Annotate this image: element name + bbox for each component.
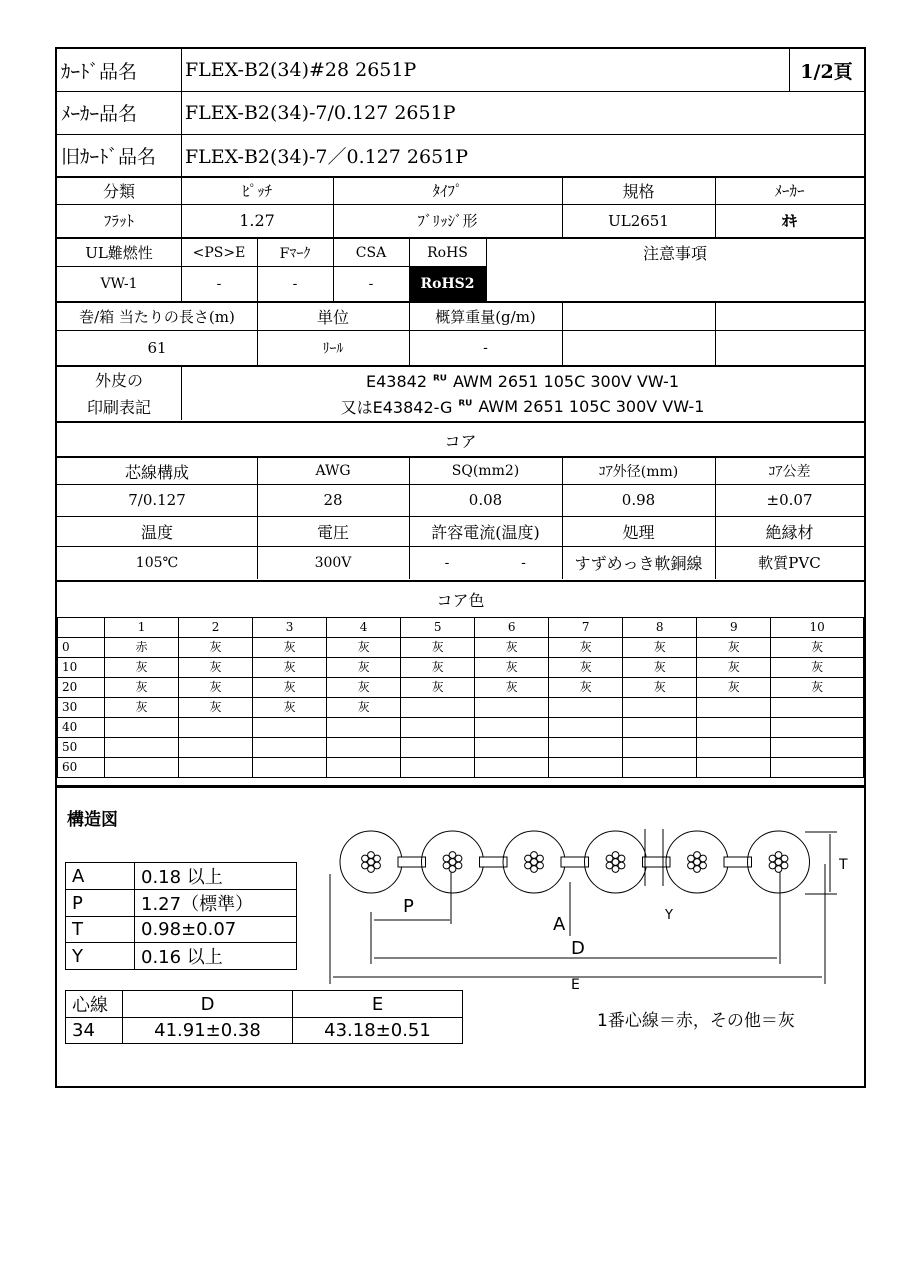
color-cell: 灰 (253, 698, 327, 718)
color-row (58, 758, 864, 778)
color-cell (697, 738, 771, 758)
conductor-insulation (503, 831, 565, 893)
core-voltage-header: 電圧 (316, 522, 349, 542)
maker-name-label: ﾒｰｶｰ品名 (61, 103, 138, 125)
color-cell (771, 758, 864, 778)
e-label: E (571, 977, 580, 989)
color-cell: 灰 (623, 658, 697, 678)
color-col-header: 7 (549, 618, 623, 638)
spec-maker-value: ｵｷ (781, 212, 797, 230)
color-row (58, 658, 864, 678)
ul-recognized-mark-2: ᴿᵁ (458, 398, 473, 414)
color-cell: 灰 (549, 638, 623, 658)
core-awg-header: AWG (315, 463, 351, 479)
core-tolerance-header: ｺｱ公差 (768, 464, 811, 480)
color-cell (179, 718, 253, 738)
color-col-header: 9 (697, 618, 771, 638)
core-temp-header: 温度 (140, 522, 173, 542)
color-row (58, 638, 864, 658)
spec-maker-header: ﾒｰｶｰ (774, 182, 805, 200)
color-cell (549, 738, 623, 758)
color-cell: 灰 (179, 678, 253, 698)
color-row-label: 0 (58, 638, 105, 658)
old-card-name: FLEX-B2(34)-7／0.127 2651P (185, 145, 469, 168)
spec-unit-value: ﾘｰﾙ (322, 340, 344, 357)
spec-length-header: 巻/箱 当たりの長さ(m) (79, 308, 235, 326)
spec-pitch-header: ﾋﾟｯﾁ (241, 182, 272, 200)
marking-label-line2: 印刷表記 (86, 397, 151, 417)
core-od-header: ｺｱ外径(mm) (598, 464, 679, 480)
color-col-header: 5 (401, 618, 475, 638)
conductor-strand (769, 862, 776, 869)
color-cell (327, 758, 401, 778)
cable-cross-section-diagram (325, 824, 850, 989)
dimension-table (65, 862, 297, 970)
conductor-strand (374, 855, 381, 862)
conductor-strand (537, 855, 544, 862)
core-color-note: 1番心線＝赤，その他＝灰 (597, 1010, 795, 1031)
spec-weight-header: 概算重量(g/m) (435, 308, 536, 326)
ul-recognized-mark-1: ᴿᵁ (433, 373, 447, 389)
core-insulation-header: 絶縁材 (765, 522, 814, 542)
color-cell (475, 698, 549, 718)
color-cell: 灰 (105, 678, 179, 698)
dimension-row (66, 863, 297, 890)
color-row-label: 20 (58, 678, 105, 698)
size-value-d: 41.91±0.38 (123, 1018, 293, 1044)
spec-standard-header: 規格 (622, 182, 655, 201)
color-cell: 灰 (697, 658, 771, 678)
color-col-header: 10 (771, 618, 864, 638)
conductor-strand (374, 862, 381, 869)
size-header-core: 心線 (66, 991, 123, 1018)
conductor-strand (362, 855, 369, 862)
spec-category-value: ﾌﾗｯﾄ (103, 212, 134, 230)
spec-length-value: 61 (147, 338, 167, 357)
conductor-insulation (748, 831, 810, 893)
dimension-row (66, 943, 297, 970)
color-row (58, 678, 864, 698)
spec-sheet (55, 47, 866, 1088)
color-cell: 灰 (179, 698, 253, 718)
card-name-label: ｶｰﾄﾞ品名 (61, 60, 138, 83)
spec-type-value: ﾌﾞﾘｯｼﾞ形 (417, 212, 478, 230)
conductor-strand (455, 855, 462, 862)
core-treatment-value: すずめっき軟銅線 (574, 554, 703, 573)
color-col-header: 4 (327, 618, 401, 638)
conductor-strand (443, 855, 450, 862)
color-cell (105, 758, 179, 778)
dimension-row (66, 890, 297, 917)
size-value-core: 34 (66, 1018, 123, 1044)
color-row-label: 40 (58, 718, 105, 738)
color-cell: 灰 (327, 658, 401, 678)
core-awg-value: 28 (323, 491, 343, 509)
color-cell: 赤 (105, 638, 179, 658)
conductor-insulation (340, 831, 402, 893)
color-cell (771, 698, 864, 718)
color-cell (105, 718, 179, 738)
color-cell: 灰 (179, 638, 253, 658)
size-header-e: E (293, 991, 463, 1018)
conductor-strand (525, 855, 532, 862)
spec-type-header: ﾀｲﾌﾟ (432, 182, 463, 200)
spec-f-mark-header: Fﾏｰｸ (279, 245, 311, 262)
y-label: Y (665, 908, 673, 923)
conductor-strand (606, 862, 613, 869)
core-treatment-header: 処理 (622, 522, 655, 542)
color-col-header: 3 (253, 618, 327, 638)
maker-name: FLEX-B2(34)-7/0.127 2651P (185, 101, 456, 124)
color-cell: 灰 (327, 638, 401, 658)
marking-line1-prefix: E43842 (366, 371, 428, 391)
color-cell: 灰 (771, 638, 864, 658)
conductor-strand (688, 855, 695, 862)
dimension-value: 0.16 以上 (135, 943, 297, 970)
conductor-strand (700, 862, 707, 869)
core-current-temp-value: - (521, 554, 526, 571)
spec-ul-flame-header: UL難燃性 (85, 244, 153, 262)
color-cell (327, 718, 401, 738)
spec-ul-flame-value: VW-1 (100, 275, 138, 292)
conductor-strand (781, 855, 788, 862)
color-cell: 灰 (697, 678, 771, 698)
color-cell (253, 758, 327, 778)
color-cell (401, 738, 475, 758)
dimension-key: T (66, 917, 135, 943)
core-current-header: 許容電流(温度) (431, 522, 540, 542)
color-cell: 灰 (623, 678, 697, 698)
marking-line2-prefix: 又はE43842-G (340, 397, 453, 417)
conductor-strand (362, 862, 369, 869)
color-cell (623, 698, 697, 718)
color-cell: 灰 (697, 638, 771, 658)
color-cell (697, 698, 771, 718)
color-cell: 灰 (475, 638, 549, 658)
core-conductor-header: 芯線構成 (124, 462, 189, 482)
color-cell (401, 758, 475, 778)
color-cell: 灰 (549, 658, 623, 678)
conductor-strand (700, 855, 707, 862)
conductor-strand (688, 862, 695, 869)
card-name: FLEX-B2(34)#28 2651P (185, 59, 417, 81)
color-cell (549, 698, 623, 718)
conductor-strand (781, 862, 788, 869)
color-cell (475, 758, 549, 778)
spec-pse-value: - (216, 275, 222, 292)
color-col-header: 2 (179, 618, 253, 638)
core-insulation-value: 軟質PVC (758, 554, 821, 572)
color-cell (401, 698, 475, 718)
core-current-value: - (444, 554, 450, 571)
marking-line1-suffix: AWM 2651 105C 300V VW-1 (452, 371, 679, 391)
marking-line2-suffix: AWM 2651 105C 300V VW-1 (478, 396, 705, 416)
dimension-row (66, 917, 297, 943)
size-header-d: D (123, 991, 293, 1018)
spec-category-header: 分類 (102, 182, 135, 201)
color-row (58, 718, 864, 738)
color-col-header: 6 (475, 618, 549, 638)
spec-f-mark-value: - (292, 275, 298, 292)
size-table (65, 990, 463, 1044)
spec-pitch-value: 1.27 (239, 211, 275, 230)
conductor-strand (537, 862, 544, 869)
spec-standard-value: UL2651 (608, 211, 669, 230)
color-cell (623, 738, 697, 758)
marking-line-2 (181, 394, 864, 418)
a-label: A (553, 914, 566, 935)
marking-line-1 (181, 369, 864, 393)
color-cell (179, 758, 253, 778)
size-value-e: 43.18±0.51 (293, 1018, 463, 1044)
core-color-title: コア色 (436, 590, 485, 610)
color-cell (771, 738, 864, 758)
conductor-insulation (585, 831, 647, 893)
spec-unit-header: 単位 (316, 308, 349, 327)
conductor-strand (606, 855, 613, 862)
color-row-label: 60 (58, 758, 105, 778)
core-color-table (57, 617, 864, 778)
color-cell (253, 718, 327, 738)
color-cell (475, 718, 549, 738)
color-cell (771, 718, 864, 738)
color-cell: 灰 (771, 678, 864, 698)
color-cell (179, 738, 253, 758)
spec-csa-header: CSA (355, 244, 387, 261)
color-cell (697, 718, 771, 738)
color-cell: 灰 (401, 678, 475, 698)
color-cell (623, 758, 697, 778)
conductor-insulation (666, 831, 728, 893)
core-conductor-value: 7/0.127 (128, 491, 186, 509)
spec-rohs-header: RoHS (427, 244, 468, 261)
color-row (58, 698, 864, 718)
conductor-strand (618, 855, 625, 862)
spec-weight-value: - (483, 339, 488, 356)
color-cell: 灰 (105, 698, 179, 718)
color-cell (475, 738, 549, 758)
spec-notes-value (486, 266, 864, 301)
color-cell: 灰 (253, 658, 327, 678)
color-row (58, 738, 864, 758)
spec-blank-value-2 (715, 330, 864, 365)
dimension-value: 0.18 以上 (135, 863, 297, 890)
dimension-value: 0.98±0.07 (135, 917, 297, 943)
color-header-blank (58, 618, 105, 638)
color-cell (253, 738, 327, 758)
color-row-label: 10 (58, 658, 105, 678)
color-cell: 灰 (623, 638, 697, 658)
conductor-strand (618, 862, 625, 869)
color-row-label: 50 (58, 738, 105, 758)
p-label: P (403, 896, 414, 917)
conductor-strand (443, 862, 450, 869)
color-cell: 灰 (771, 658, 864, 678)
color-cell: 灰 (475, 658, 549, 678)
spec-blank-value-1 (562, 330, 715, 365)
color-cell (327, 738, 401, 758)
color-cell: 灰 (327, 678, 401, 698)
color-cell (549, 758, 623, 778)
core-sq-value: 0.08 (468, 491, 503, 509)
conductor-insulation (422, 831, 484, 893)
marking-label-line1: 外皮の (94, 371, 143, 390)
core-od-value: 0.98 (621, 491, 656, 509)
core-title: コア (444, 431, 477, 451)
color-cell: 灰 (253, 678, 327, 698)
conductor-strand (525, 862, 532, 869)
color-cell: 灰 (179, 658, 253, 678)
color-cell: 灰 (105, 658, 179, 678)
color-row-label: 30 (58, 698, 105, 718)
color-cell (401, 718, 475, 738)
color-col-header: 1 (105, 618, 179, 638)
color-cell (549, 718, 623, 738)
color-cell: 灰 (327, 698, 401, 718)
color-cell (105, 738, 179, 758)
color-cell: 灰 (475, 678, 549, 698)
conductor-strand (769, 855, 776, 862)
dimension-key: A (66, 863, 135, 890)
spec-blank-header-2 (715, 303, 864, 330)
core-voltage-value: 300V (314, 554, 352, 571)
color-cell: 灰 (401, 638, 475, 658)
dimension-value: 1.27（標準） (135, 890, 297, 917)
structure-title: 構造図 (67, 809, 118, 830)
page-number: 1/2頁 (800, 60, 853, 83)
rohs2-badge: RoHS2 (409, 266, 486, 301)
spec-notes-header: 注意事項 (642, 244, 707, 263)
d-label: D (571, 938, 585, 959)
color-cell: 灰 (253, 638, 327, 658)
spec-pse-header: <PS>E (192, 244, 246, 261)
color-cell (623, 718, 697, 738)
t-label: T (839, 857, 848, 873)
core-sq-header: SQ(mm2) (451, 463, 520, 479)
spec-blank-header-1 (562, 303, 715, 330)
spec-csa-value: - (368, 275, 374, 292)
core-tolerance-value: ±0.07 (766, 491, 813, 509)
dimension-key: Y (66, 943, 135, 970)
color-col-header: 8 (623, 618, 697, 638)
old-card-name-label: 旧ｶｰﾄﾞ品名 (61, 145, 157, 168)
core-temp-value: 105℃ (135, 554, 179, 571)
color-cell (697, 758, 771, 778)
color-cell: 灰 (549, 678, 623, 698)
dimension-key: P (66, 890, 135, 917)
color-cell: 灰 (401, 658, 475, 678)
conductor-strand (455, 862, 462, 869)
